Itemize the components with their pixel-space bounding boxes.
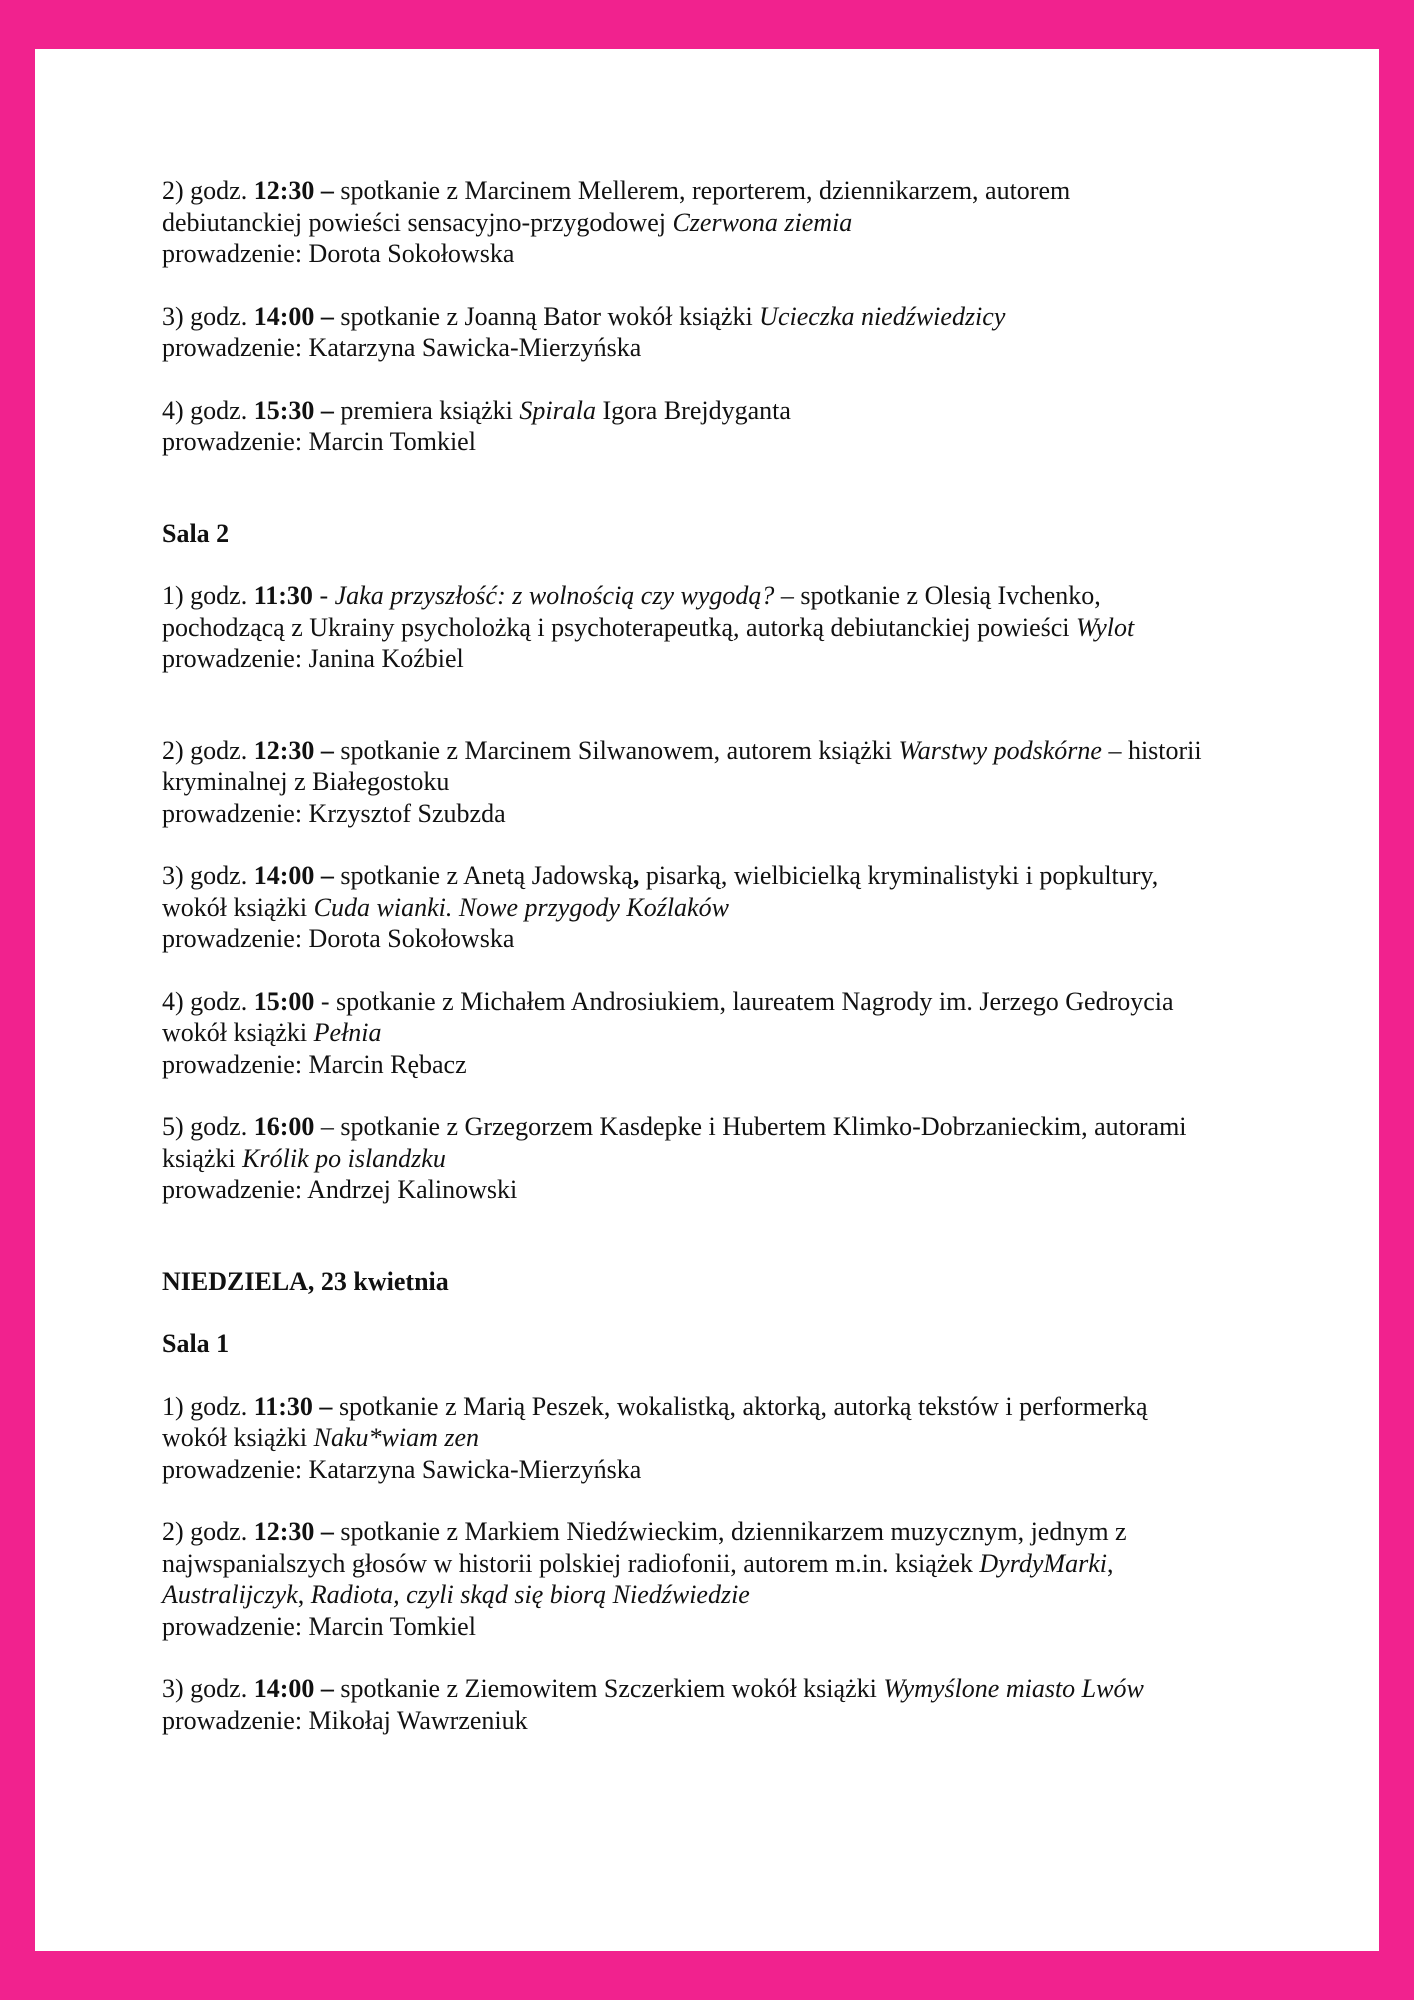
entry-line — [162, 1049, 1302, 1081]
entry-line — [162, 612, 1302, 644]
entry-line — [162, 735, 1302, 767]
entry-line — [162, 1391, 1302, 1423]
entry-line — [162, 207, 1302, 239]
entry-text: – historii — [1101, 735, 1202, 765]
event-entry — [162, 860, 1302, 955]
entry-text: prowadzenie: Janina Koźbiel — [162, 644, 464, 673]
event-entry — [162, 986, 1302, 1081]
event-entry — [162, 1673, 1302, 1736]
event-time: 14:00 – — [253, 861, 334, 890]
document-page — [35, 49, 1379, 1951]
entry-text: spotkanie z Anetą Jadowską — [333, 861, 633, 890]
book-title: Radiota, czyli skąd się biorą Niedźwiedzie — [310, 1580, 750, 1609]
entry-text: - spotkanie z Michałem Androsiukiem, laureatem Nagrody im. Jerzego Gedroycia — [314, 986, 1174, 1016]
entry-text: spotkanie z Ziemowitem Szczerkiem wokół książki — [333, 1674, 884, 1703]
entry-text: – spotkanie z Olesią Ivchenko, — [774, 581, 1101, 610]
entry-text: - — [312, 581, 335, 610]
entry-text: 2) godz. — [162, 176, 254, 205]
entry-line — [162, 238, 1302, 270]
entry-text: debiutanckiej powieści sensacyjno-przygodowej — [162, 207, 673, 237]
room-heading: Sala 2 — [162, 518, 230, 548]
event-entry — [162, 395, 1302, 458]
entry-line — [162, 766, 1302, 798]
entry-text: spotkanie z Joanną Bator wokół książki — [333, 301, 760, 331]
entry-text: – spotkanie z Grzegorzem Kasdepke i Hubertem Klimko-Dobrzanieckim, autorami — [314, 1112, 1187, 1141]
entry-line — [162, 332, 1302, 364]
book-title: Naku*wiam zen — [313, 1423, 480, 1452]
event-entry — [162, 1111, 1302, 1206]
entry-text: 1) godz. — [162, 1391, 254, 1421]
entry-line — [162, 1705, 1302, 1737]
entry-text: , — [297, 1580, 311, 1609]
entry-text: 3) godz. — [162, 1674, 254, 1703]
entry-text: 4) godz. — [162, 395, 254, 425]
entry-line — [162, 860, 1302, 892]
entry-line — [162, 923, 1302, 955]
entry-line — [162, 1143, 1302, 1175]
entry-text: wokół książki — [162, 892, 314, 922]
entry-line — [162, 1017, 1302, 1049]
entry-line — [162, 1422, 1302, 1454]
event-time: 12:30 – — [253, 1517, 334, 1546]
book-title: Warstwy podskórne — [898, 735, 1102, 765]
day-heading: NIEDZIELA, 23 kwietnia — [162, 1266, 449, 1296]
book-title: DyrdyMarki — [979, 1548, 1107, 1578]
entry-text: prowadzenie: Krzysztof Szubzda — [162, 798, 506, 828]
event-entry — [162, 580, 1302, 675]
event-entry — [162, 735, 1302, 830]
entry-line — [162, 986, 1302, 1018]
event-time: 11:30 — [253, 581, 313, 610]
book-title: Jaka przyszłość: z wolnością czy wygodą? — [334, 581, 775, 610]
entry-text: prowadzenie: Marcin Tomkiel — [162, 427, 476, 456]
entry-text: prowadzenie: Katarzyna Sawicka-Mierzyńska — [162, 333, 642, 362]
entry-line — [162, 892, 1302, 924]
event-time: 15:30 – — [253, 395, 334, 425]
entry-line — [162, 1454, 1302, 1486]
entry-line — [162, 1174, 1302, 1206]
entry-line — [162, 1673, 1302, 1705]
event-time: 12:30 – — [253, 176, 334, 205]
entry-text: prowadzenie: Marcin Rębacz — [162, 1049, 467, 1079]
entry-text: 5) godz. — [162, 1112, 254, 1141]
event-time: 14:00 – — [253, 1674, 334, 1703]
entry-text: spotkanie z Markiem Niedźwieckim, dziennikarzem muzycznym, jednym z — [333, 1517, 1127, 1546]
event-time: 16:00 — [253, 1112, 315, 1141]
entry-text: prowadzenie: Andrzej Kalinowski — [162, 1175, 518, 1204]
event-entry — [162, 301, 1302, 364]
entry-text: prowadzenie: Katarzyna Sawicka-Mierzyńska — [162, 1454, 642, 1484]
book-title: Spirala — [519, 395, 596, 425]
entry-line — [162, 175, 1302, 207]
entry-text: prowadzenie: Dorota Sokołowska — [162, 239, 515, 268]
entry-line — [162, 1611, 1302, 1643]
event-time: , — [632, 861, 640, 890]
entry-line — [162, 1516, 1302, 1548]
program-schedule — [162, 175, 1302, 1736]
entry-text: prowadzenie: Dorota Sokołowska — [162, 924, 515, 953]
event-entry — [162, 1391, 1302, 1486]
entry-line — [162, 1111, 1302, 1143]
entry-text: pisarką, wielbicielką kryminalistyki i popkultury, — [639, 861, 1159, 890]
entry-text: 2) godz. — [162, 1517, 254, 1546]
entry-text: najwspanialszych głosów w historii polskiej radiofonii, autorem m.in. książek — [162, 1548, 980, 1578]
entry-text: premiera książki — [333, 395, 520, 425]
entry-text: spotkanie z Marcinem Mellerem, reporterem, dziennikarzem, autorem — [333, 176, 1071, 205]
entry-text: Igora Brejdyganta — [595, 395, 791, 425]
event-entry — [162, 1516, 1302, 1642]
book-title: Wylot — [1076, 612, 1135, 642]
entry-text: 3) godz. — [162, 861, 254, 890]
book-title: Królik po islandzku — [242, 1143, 446, 1173]
event-time: 15:00 — [253, 986, 315, 1016]
book-title: Ucieczka niedźwiedzicy — [759, 301, 1006, 331]
event-entry — [162, 175, 1302, 270]
event-time: 14:00 – — [253, 301, 334, 331]
entry-text: wokół książki — [162, 1423, 314, 1452]
entry-text: wokół książki — [162, 1018, 314, 1047]
entry-text: prowadzenie: Marcin Tomkiel — [162, 1611, 476, 1641]
entry-line — [162, 301, 1302, 333]
entry-line — [162, 798, 1302, 830]
entry-text: 4) godz. — [162, 986, 254, 1016]
event-time: 11:30 – — [253, 1391, 333, 1421]
book-title: Cuda wianki. Nowe przygody Koźlaków — [313, 892, 729, 922]
book-title: Australijczyk — [162, 1580, 298, 1609]
room-heading: Sala 1 — [162, 1329, 230, 1358]
event-time: 12:30 – — [253, 735, 334, 765]
entry-text: 3) godz. — [162, 301, 254, 331]
entry-text: prowadzenie: Mikołaj Wawrzeniuk — [162, 1705, 528, 1735]
entry-text: książki — [162, 1143, 243, 1173]
entry-line — [162, 395, 1302, 427]
entry-text: 2) godz. — [162, 735, 254, 765]
entry-text: spotkanie z Marią Peszek, wokalistką, aktorką, autorką tekstów i performerką — [332, 1391, 1148, 1421]
book-title: Pełnia — [313, 1018, 382, 1047]
entry-text: pochodzącą z Ukrainy psycholożką i psychoterapeutką, autorką debiutanckiej powieści — [162, 612, 1076, 642]
book-title: Czerwona ziemia — [672, 207, 853, 237]
entry-text: spotkanie z Marcinem Silwanowem, autorem książki — [333, 735, 899, 765]
entry-line — [162, 1548, 1302, 1580]
book-title: Wymyślone miasto Lwów — [883, 1674, 1144, 1703]
entry-line — [162, 1579, 1302, 1611]
entry-text: 1) godz. — [162, 581, 254, 610]
entry-line — [162, 580, 1302, 612]
entry-line — [162, 643, 1302, 675]
entry-line — [162, 426, 1302, 458]
entry-text: , — [1106, 1548, 1114, 1578]
entry-text: kryminalnej z Białegostoku — [162, 767, 450, 796]
